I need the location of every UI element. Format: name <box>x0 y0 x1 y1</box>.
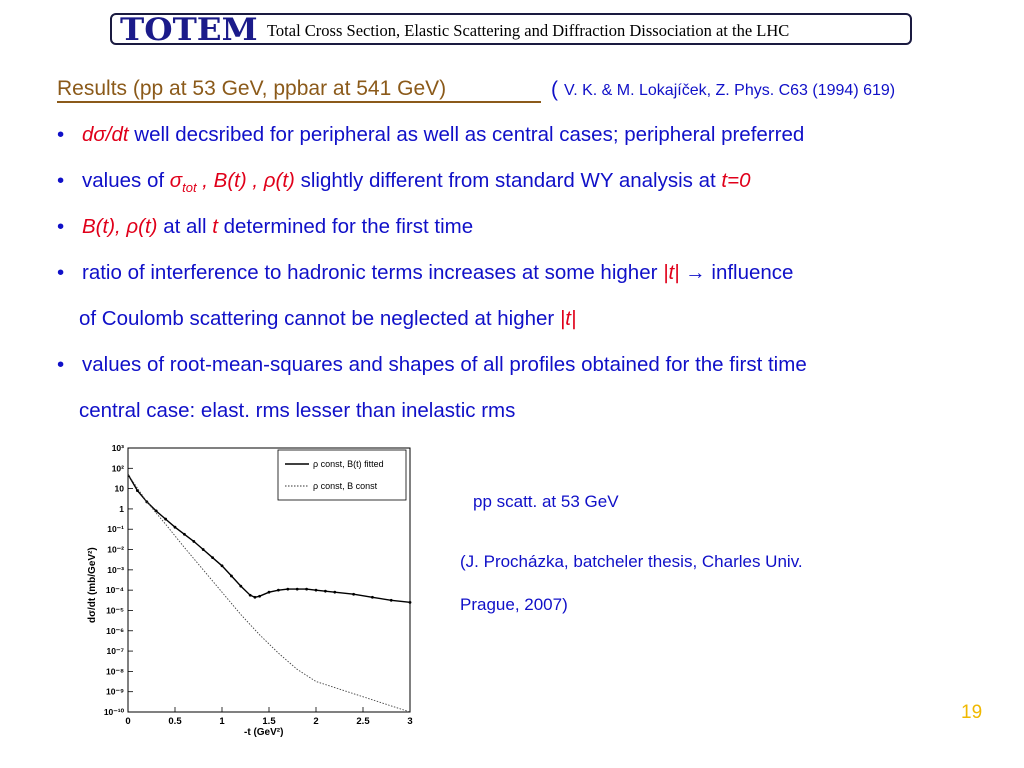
results-title: Results (pp at 53 GeV, ppbar at 541 GeV) <box>57 77 447 100</box>
cross-section-plot <box>84 438 420 740</box>
header-title: Total Cross Section, Elastic Scattering and Diffraction Dissociation at the LHC <box>267 21 790 40</box>
bullet-1 <box>82 123 804 147</box>
x-tick-label: 1 <box>219 716 225 727</box>
y-tick-label: 10⁻⁴ <box>105 585 124 596</box>
data-point <box>305 588 308 591</box>
y-tick-label: 10⁻¹ <box>107 524 124 535</box>
reference-paren: ( <box>551 78 558 101</box>
data-point <box>390 599 393 602</box>
caption-source-1: (J. Procházka, batcheler thesis, Charles Univ. <box>460 552 803 571</box>
legend-entry-2: ρ const, B const <box>313 481 378 491</box>
caption-source-2: Prague, 2007) <box>460 595 568 614</box>
totem-logo: TOTEM <box>120 12 258 48</box>
results-underline <box>57 101 541 103</box>
y-tick-label: 1 <box>119 503 124 514</box>
y-tick-label: 10² <box>111 463 124 474</box>
bullet-1-text: well decsribed for peripheral as well as central cases; peripheral preferred <box>128 123 805 146</box>
data-point <box>183 533 186 536</box>
bullet-4-text-1: ratio of interference to hadronic terms increases at some higher <box>82 261 664 284</box>
b-rho-symbols: , B(t) , ρ(t) <box>196 169 295 192</box>
y-tick-label: 10⁻³ <box>107 564 124 575</box>
data-point <box>164 518 167 521</box>
data-point <box>174 526 177 529</box>
bullet-5: values of root-mean-squares and shapes of all profiles obtained for the first time <box>82 353 807 376</box>
data-point <box>277 589 280 592</box>
y-tick-label: 10 <box>114 483 124 494</box>
data-point <box>324 590 327 593</box>
data-point <box>249 594 252 597</box>
data-point <box>352 593 355 596</box>
reference-citation: V. K. & M. Lokajíček, Z. Phys. C63 (1994) 619) <box>564 82 896 99</box>
caption-title: pp scatt. at 53 GeV <box>473 492 619 511</box>
data-point <box>286 588 289 591</box>
data-point <box>315 589 318 592</box>
sigma-subscript: tot <box>182 180 197 196</box>
legend-entry-1: ρ const, B(t) fitted <box>313 459 384 469</box>
data-point <box>409 601 412 604</box>
y-tick-label: 10⁻⁷ <box>106 646 124 657</box>
data-point <box>211 556 214 559</box>
bullet-2 <box>82 169 751 195</box>
x-axis-label: -t (GeV²) <box>244 727 284 738</box>
data-point <box>221 564 224 567</box>
sigma-symbol: σ <box>169 169 183 192</box>
data-point <box>258 595 261 598</box>
t-zero: t=0 <box>721 169 751 192</box>
data-point <box>192 540 195 543</box>
x-tick-label: 0.5 <box>168 716 182 727</box>
abs-t-2: |t| <box>559 307 577 330</box>
bt-rhot: B(t), ρ(t) <box>82 215 158 238</box>
x-tick-label: 1.5 <box>262 716 276 727</box>
y-tick-label: 10⁻¹⁰ <box>103 707 124 717</box>
abs-t: |t| <box>663 261 680 284</box>
bullet-3 <box>82 215 473 239</box>
y-tick-label: 10⁻² <box>107 544 124 555</box>
data-point <box>254 596 257 599</box>
x-tick-label: 2.5 <box>356 716 370 727</box>
bullet-dot: • <box>57 215 65 238</box>
data-point <box>296 588 299 591</box>
bullet-dot: • <box>57 261 65 284</box>
x-tick-label: 2 <box>313 716 319 727</box>
bullet-4-cont-text: of Coulomb scattering cannot be neglected at higher <box>79 307 560 330</box>
data-point <box>202 548 205 551</box>
y-tick-label: 10⁻⁸ <box>106 666 124 677</box>
bullet-4 <box>82 261 793 285</box>
t-symbol: t <box>212 215 218 238</box>
bullet-4-text-2: → influence <box>685 261 794 284</box>
data-point <box>371 596 374 599</box>
x-tick-label: 3 <box>407 716 413 727</box>
data-point <box>333 591 336 594</box>
bullet-dot: • <box>57 353 65 376</box>
data-point <box>268 591 271 594</box>
dsigma-dt: dσ/dt <box>82 123 129 146</box>
x-tick-label: 0 <box>125 716 131 727</box>
page-number: 19 <box>961 702 983 723</box>
bullet-3-text-1: at all <box>157 215 213 238</box>
y-tick-label: 10⁻⁹ <box>106 686 124 697</box>
y-tick-label: 10³ <box>111 443 124 453</box>
legend-box <box>278 450 406 500</box>
y-tick-label: 10⁻⁵ <box>106 605 124 616</box>
y-axis-label: dσ/dt (mb/GeV²) <box>87 547 98 623</box>
y-tick-label: 10⁻⁶ <box>106 625 124 636</box>
data-point <box>230 575 233 578</box>
data-point <box>239 585 242 588</box>
bullet-dot: • <box>57 169 65 192</box>
bullet-4-continuation <box>79 307 576 331</box>
header-frame <box>110 12 912 48</box>
plot-legend <box>278 450 406 500</box>
bullet-3-text-2: determined for the first time <box>217 215 474 238</box>
bullet-dot: • <box>57 123 65 146</box>
bullet-2-text-2: slightly different from standard WY analysis at <box>294 169 722 192</box>
bullet-2-text-1: values of <box>82 169 170 192</box>
bullet-5-continuation: central case: elast. rms lesser than inelastic rms <box>79 399 516 422</box>
